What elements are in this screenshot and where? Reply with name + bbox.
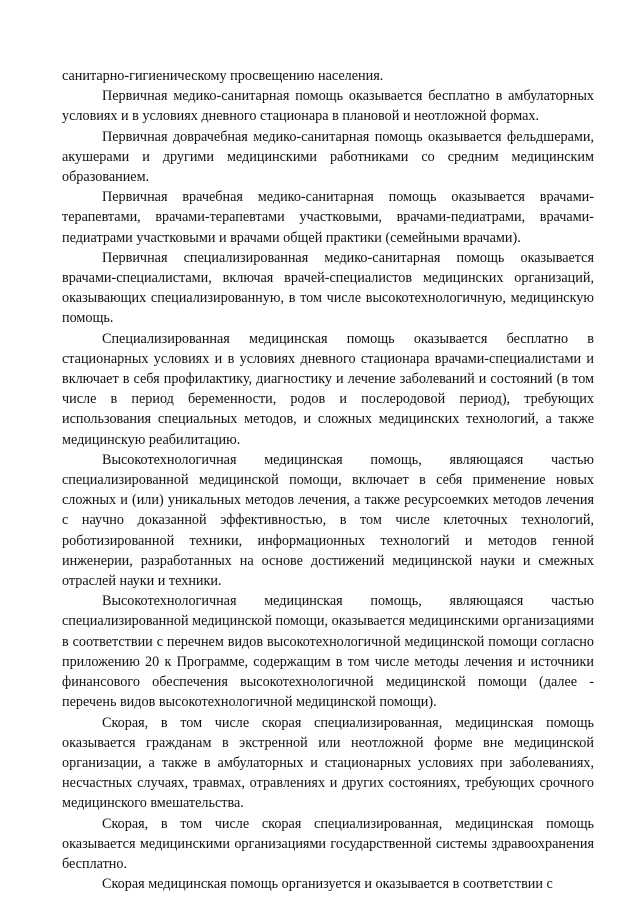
paragraph-high-tech-care: Высокотехнологичная медицинская помощь, являющаяся частью специализированной медицинской помощи, включает в себя применение новых сложных и (или) уникальных методов лечения, а также ресурсоемких методов лечения с научно доказанной эффективностью, в том числе клеточных технологий, роботизированной техники, информационных технологий и методов генной инженерии, разработанных на основе достижений медицинской науки и смежных отраслей науки и техники. bbox=[62, 451, 594, 590]
document-page bbox=[62, 66, 594, 894]
paragraph-physician-care: Первичная врачебная медико-санитарная помощь оказывается врачами-терапевтами, врачами-терапевтами участковыми, врачами-педиатрами, врачами-педиатрами участковыми и врачами общей практики (семейными врачами). bbox=[62, 189, 594, 246]
paragraph-primary-care: Первичная медико-санитарная помощь оказывается бесплатно в амбулаторных условиях и в условиях дневного стационара в плановой и неотложной формах. bbox=[62, 88, 594, 125]
paragraph-emergency-care-free: Скорая, в том числе скорая специализированная, медицинская помощь оказывается медицинскими организациями государственной системы здравоохранения бесплатно. bbox=[62, 815, 594, 872]
paragraph-continuation: санитарно-гигиеническому просвещению населения. bbox=[62, 68, 384, 84]
paragraph-emergency-care: Скорая, в том числе скорая специализированная, медицинская помощь оказывается гражданам в экстренной или неотложной форме вне медицинской организации, а также в амбулаторных и стационарных условиях при заболеваниях, несчастных случаях, травмах, отравлениях и других состояниях, требующих срочного медицинского вмешательства. bbox=[62, 714, 594, 812]
paragraph-specialized-care: Специализированная медицинская помощь оказывается бесплатно в стационарных условиях и в условиях дневного стационара врачами-специалистами и включает в себя профилактику, диагностику и лечение заболеваний и состояний (в том числе в период беременности, родов и послеродовой период), требующих использования специальных методов, и сложных медицинских технологий, а также медицинскую реабилитацию. bbox=[62, 330, 594, 448]
paragraph-specialized-primary-care: Первичная специализированная медико-санитарная помощь оказывается врачами-специалистами, включая врачей-специалистов медицинских организаций, оказывающих специализированную, в том числе высокотехнологичную, медицинскую помощь. bbox=[62, 249, 594, 327]
paragraph-high-tech-care-list: Высокотехнологичная медицинская помощь, являющаяся частью специализированной медицинской помощи, оказывается медицинскими организациями в соответствии с перечнем видов высокотехнологичной медицинской помощи согласно приложению 20 к Программе, содержащим в том числе методы лечения и источники финансового обеспечения высокотехнологичной медицинской помощи (далее - перечень видов высокотехнологичной медицинской помощи). bbox=[62, 593, 594, 711]
paragraph-emergency-care-organization: Скорая медицинская помощь организуется и оказывается в соответствии с bbox=[102, 876, 553, 893]
paragraph-pre-medical-care: Первичная доврачебная медико-санитарная помощь оказывается фельдшерами, акушерами и другими медицинскими работниками со средним медицинским образованием. bbox=[62, 128, 594, 186]
